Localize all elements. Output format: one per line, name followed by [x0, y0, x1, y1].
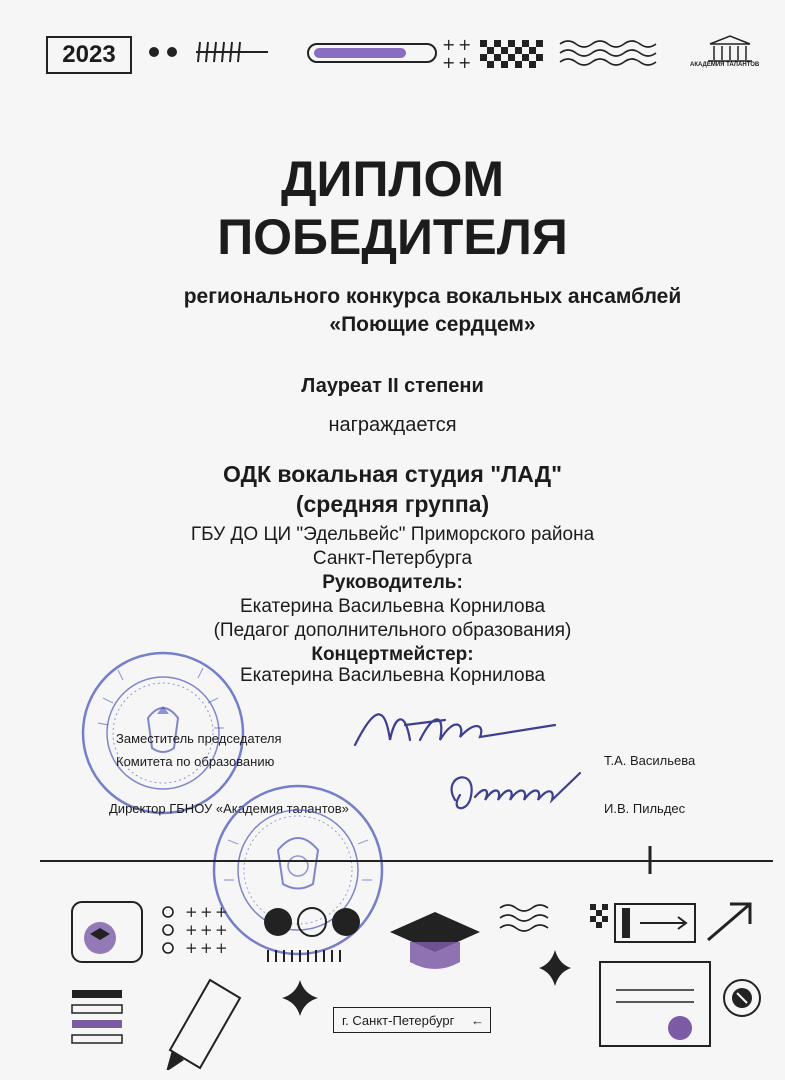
deputy-signature-icon: [345, 695, 565, 765]
certificate-icon: [600, 962, 710, 1046]
organization-line-1: ГБУ ДО ЦИ "Эдельвейс" Приморского района: [190, 524, 595, 545]
svg-text:+: +: [458, 53, 472, 72]
checker-small-icon: [590, 904, 608, 928]
triple-circle-icon: [264, 908, 360, 936]
recipient-line-2: (средняя группа): [295, 491, 490, 517]
wave-pattern-icon: [500, 905, 548, 931]
svg-text:+: +: [185, 921, 198, 939]
logo-caption: АКАДЕМИЯ ТАЛАНТОВ: [690, 62, 760, 68]
svg-text:+: +: [215, 921, 228, 939]
sparkle-icon: [539, 950, 571, 986]
footer-tick-marks: [40, 844, 773, 884]
dot-icon: [167, 47, 177, 57]
pencil-icon: [166, 980, 240, 1070]
awarded-label: награждается: [328, 414, 457, 436]
contest-line-1: регионального конкурса вокальных ансамблей: [183, 285, 682, 308]
left-arrow-icon: ←: [471, 1013, 484, 1028]
deputy-title-line-2: Комитета по образованию: [116, 754, 275, 769]
sparkle-icon: [282, 980, 318, 1016]
checker-pattern-icon: [480, 40, 543, 68]
progress-bars-icon: [72, 990, 122, 1043]
director-title: Директор ГБНОУ «Академия талантов»: [109, 801, 349, 816]
leader-role: (Педагог дополнительного образования): [213, 620, 572, 641]
accompanist-label: Концертмейстер:: [311, 644, 474, 665]
svg-text:+: +: [442, 53, 456, 72]
year-box: 2023: [46, 36, 132, 74]
recipient-line-1: ОДК вокальная студия "ЛАД": [222, 461, 563, 487]
organization-line-2: Санкт-Петербурга: [312, 548, 473, 569]
plus-grid-icon: [442, 35, 471, 72]
contest-line-2: «Поющие сердцем»: [329, 313, 536, 336]
svg-text:+: +: [200, 921, 213, 939]
degree: Лауреат II степени: [301, 375, 484, 397]
title-line-1: ДИПЛОМ: [280, 151, 505, 207]
graduation-cap-icon: [390, 912, 480, 969]
svg-text:+: +: [185, 939, 198, 957]
director-signature-icon: [440, 765, 600, 825]
svg-text:+: +: [442, 35, 456, 54]
director-name: И.В. Пильдес: [604, 801, 686, 816]
svg-text:+: +: [200, 903, 213, 921]
svg-text:+: +: [185, 903, 198, 921]
target-icon: [724, 980, 760, 1016]
accompanist-name: Екатерина Васильевна Корнилова: [239, 665, 546, 686]
city-label-box: [333, 1007, 491, 1033]
leader-name: Екатерина Васильевна Корнилова: [239, 596, 546, 617]
wave-pattern-icon: [560, 41, 656, 65]
title-line-2: ПОБЕДИТЕЛЯ: [217, 209, 568, 265]
diagonal-arrow-icon: [708, 904, 750, 940]
svg-text:+: +: [215, 939, 228, 957]
header-decoration: [140, 30, 780, 80]
circle-column-icon: [163, 907, 173, 953]
city-label: г. Санкт-Петербург: [342, 1013, 455, 1028]
svg-text:+: +: [200, 939, 213, 957]
footer-decoration: [60, 890, 780, 1070]
leader-label: Руководитель:: [322, 572, 463, 593]
plus-grid-icon: [185, 903, 228, 957]
deputy-title-line-1: Заместитель председателя: [116, 731, 282, 746]
deputy-name: Т.А. Васильева: [604, 753, 696, 768]
svg-text:+: +: [215, 903, 228, 921]
svg-text:+: +: [458, 35, 472, 54]
slash-pattern-icon: [196, 42, 268, 62]
barcode-icon: [268, 950, 340, 962]
capsule-fill-icon: [314, 48, 406, 58]
dot-icon: [149, 47, 159, 57]
academy-logo-icon: [708, 36, 752, 61]
